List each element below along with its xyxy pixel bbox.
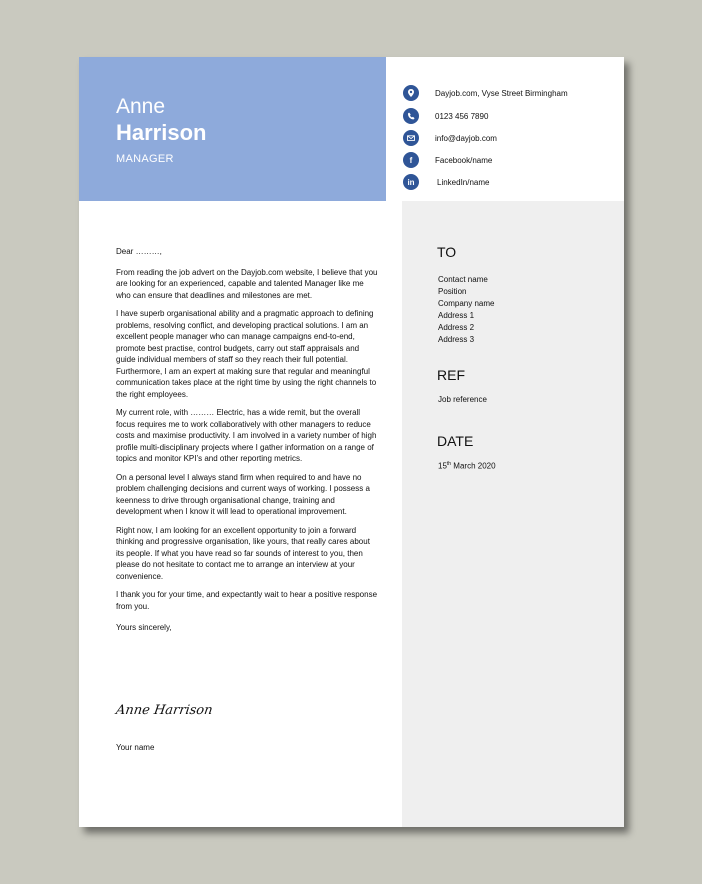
signature: Anne Harrison <box>114 703 214 718</box>
to-company-name: Company name <box>438 299 495 308</box>
date-suffix: th <box>446 461 452 467</box>
letter-paragraph-4: On a personal level I always stand firm when required to and have no problem challenging decisions and current ways of working. I possess a keenness to drive through organisational change, training and development when I know it will lead to operational improvement. <box>116 472 370 516</box>
linkedin-icon: in <box>403 174 419 190</box>
to-contact-name: Contact name <box>438 275 488 284</box>
contact-linkedin <box>403 173 489 191</box>
letter-closing: Yours sincerely, <box>116 623 172 632</box>
contact-facebook <box>403 151 492 169</box>
to-address-2: Address 2 <box>438 323 475 332</box>
letter-body <box>116 246 380 641</box>
letter-greeting: Dear ………, <box>116 247 162 256</box>
recipient-sidebar <box>402 201 624 827</box>
last-name: Harrison <box>116 120 207 145</box>
facebook-icon: f <box>403 152 419 168</box>
contact-email-text[interactable]: info@dayjob.com <box>435 133 497 143</box>
cover-letter-page <box>79 57 624 827</box>
contact-facebook-text[interactable]: Facebook/name <box>435 155 493 165</box>
ref-heading: REF <box>437 367 465 383</box>
phone-icon <box>403 108 419 124</box>
to-address-1: Address 1 <box>438 311 475 320</box>
ref-value: Job reference <box>438 395 487 404</box>
your-name: Your name <box>116 743 155 752</box>
letter-paragraph-1: From reading the job advert on the Dayjob.com website, I believe that you are looking for an experienced, capable and talented Manager like me who can ensure that deadlines and milestones are met. <box>116 267 378 300</box>
contact-phone-text: 0123 456 7890 <box>435 111 489 121</box>
contact-address-text: Dayjob.com, Vyse Street Birmingham <box>435 88 568 98</box>
letter-paragraph-5: Right now, I am looking for an excellent opportunity to join a forward thinking and progressive organisation, like yours, that really cares about its people. If what you have read so far sounds of interest to you, then please do not hesitate to contact me to arrange an interview at your convenience. <box>116 525 370 581</box>
location-icon <box>403 85 419 101</box>
contact-linkedin-text[interactable]: LinkedIn/name <box>437 177 490 187</box>
name-header <box>79 57 386 201</box>
date-rest: March 2020 <box>451 461 496 471</box>
contact-phone <box>403 107 488 125</box>
letter-paragraph-3: My current role, with ……… Electric, has a wide remit, but the overall focus requires me to work collaboratively with other managers to reduce costs and maximise productivity. I am involved in a variety number of high profile multi-disciplinary projects where I gather information on a range of topics and monitor KPI’s and other reporting metrics. <box>116 408 377 463</box>
contact-address <box>403 84 568 102</box>
date-heading: DATE <box>437 433 474 449</box>
email-icon <box>403 130 419 146</box>
first-name: Anne <box>116 95 166 118</box>
job-title: MANAGER <box>116 153 174 165</box>
contact-email <box>403 129 497 147</box>
date-day: 15 <box>438 461 447 471</box>
letter-paragraph-2: I have superb organisational ability and a pragmatic approach to defining problems, resolving conflict, and developing practical solutions. I am an excellent people manager who can manage campaigns end-to-end, promote best practise, control budgets, carry out staff appraisals and guide individual members of staff so they reach their full potential. Furthermore, I am an expert at making sure that regular and meaningful communication takes place at the right time by using the right channels to the right employees. <box>116 309 377 399</box>
date-value <box>438 461 496 471</box>
to-heading: TO <box>437 244 457 260</box>
letter-paragraph-6: I thank you for your time, and expectantly wait to hear a positive response from you. <box>116 590 378 611</box>
to-position: Position <box>438 287 467 296</box>
to-address-3: Address 3 <box>438 335 475 344</box>
